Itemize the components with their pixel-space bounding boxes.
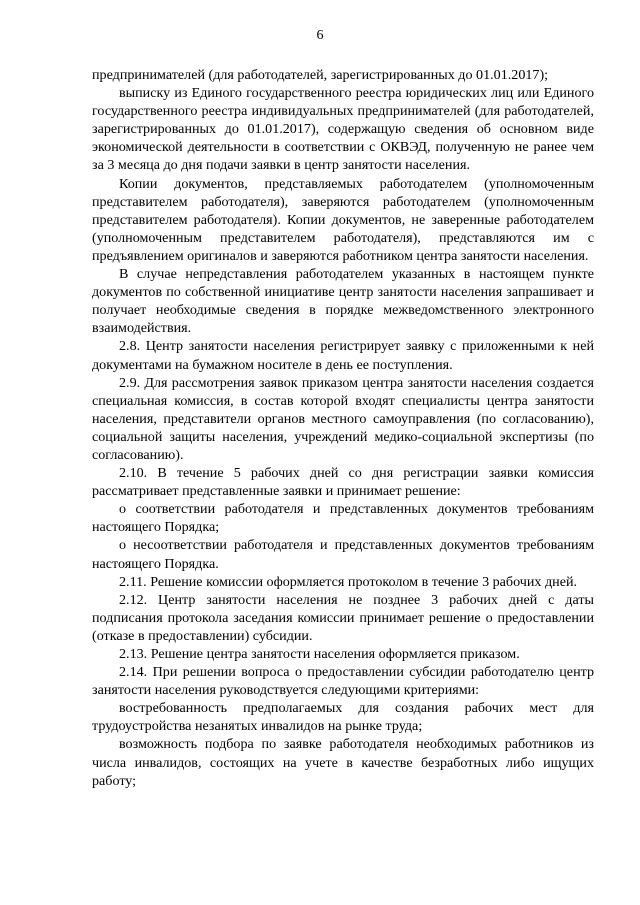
paragraph-12: 2.13. Решение центра занятости населения оформляется приказом.	[119, 646, 520, 662]
paragraph-3: Копии документов, представляемых работодателем (уполномоченным представителем работодателя), заверяются работодателем (уполномоченным представителем работодателя). Копии документов, не заверенные работодателем (уполномоченным представителем работодателя), представляются им с предъявлением оригиналов и заверяются работником центра занятости населения.	[92, 175, 594, 264]
paragraph-7: 2.10. В течение 5 рабочих дней со дня регистрации заявки комиссия рассматривает представленные заявки и принимает решение:	[92, 465, 594, 500]
paragraph-11: 2.12. Центр занятости населения не позднее 3 рабочих дней с даты подписания протокола заседания комиссии принимает решение о предоставлении (отказе в предоставлении) субсидии.	[92, 591, 594, 644]
paragraph-13: 2.14. При решении вопроса о предоставлении субсидии работодателю центр занятости населения руководствуется следующими критериями:	[92, 664, 594, 699]
paragraph-9: о несоответствии работодателя и представленных документов требованиям настоящего Порядка.	[92, 537, 594, 572]
paragraph-8: о соответствии работодателя и представленных документов требованиям настоящего Порядка;	[92, 501, 594, 536]
paragraph-5: 2.8. Центр занятости населения регистрирует заявку с приложенными к ней документами на бумажном носителе в день ее поступления.	[92, 338, 594, 373]
paragraph-10: 2.11. Решение комиссии оформляется протоколом в течение 3 рабочих дней.	[119, 573, 578, 590]
paragraph-4: В случае непредставления работодателем указанных в настоящем пункте документов по собственной инициативе центр занятости населения запрашивает и получает необходимые сведения в порядке межведомственного электронного взаимодействия.	[92, 266, 594, 337]
document-body	[92, 66, 594, 790]
paragraph-6: 2.9. Для рассмотрения заявок приказом центра занятости населения создается специальная комиссия, в состав которой входят специалисты центра занятости населения, представители органов местного самоуправления (по согласованию), социальной защиты населения, учреждений медико-социальной экспертизы (по согласованию).	[92, 374, 594, 463]
page-number: 6	[316, 28, 324, 43]
paragraph-1: предпринимателей (для работодателей, зарегистрированных до 01.01.2017);	[92, 67, 549, 83]
paragraph-14: востребованность предполагаемых для создания рабочих мест для трудоустройства незанятых инвалидов на рынке труда;	[92, 700, 594, 735]
paragraph-15: возможность подбора по заявке работодателя необходимых работников из числа инвалидов, состоящих на учете в качестве безработных либо ищущих работу;	[92, 736, 594, 789]
paragraph-2: выписку из Единого государственного реестра юридических лиц или Единого государственного реестра индивидуальных предпринимателей (для работодателей, зарегистрированных до 01.01.2017), содержащую сведения об основном виде экономической деятельности в соответствии с ОКВЭД, полученную не ранее чем за 3 месяца до дня подачи заявки в центр занятости населения.	[92, 85, 594, 174]
